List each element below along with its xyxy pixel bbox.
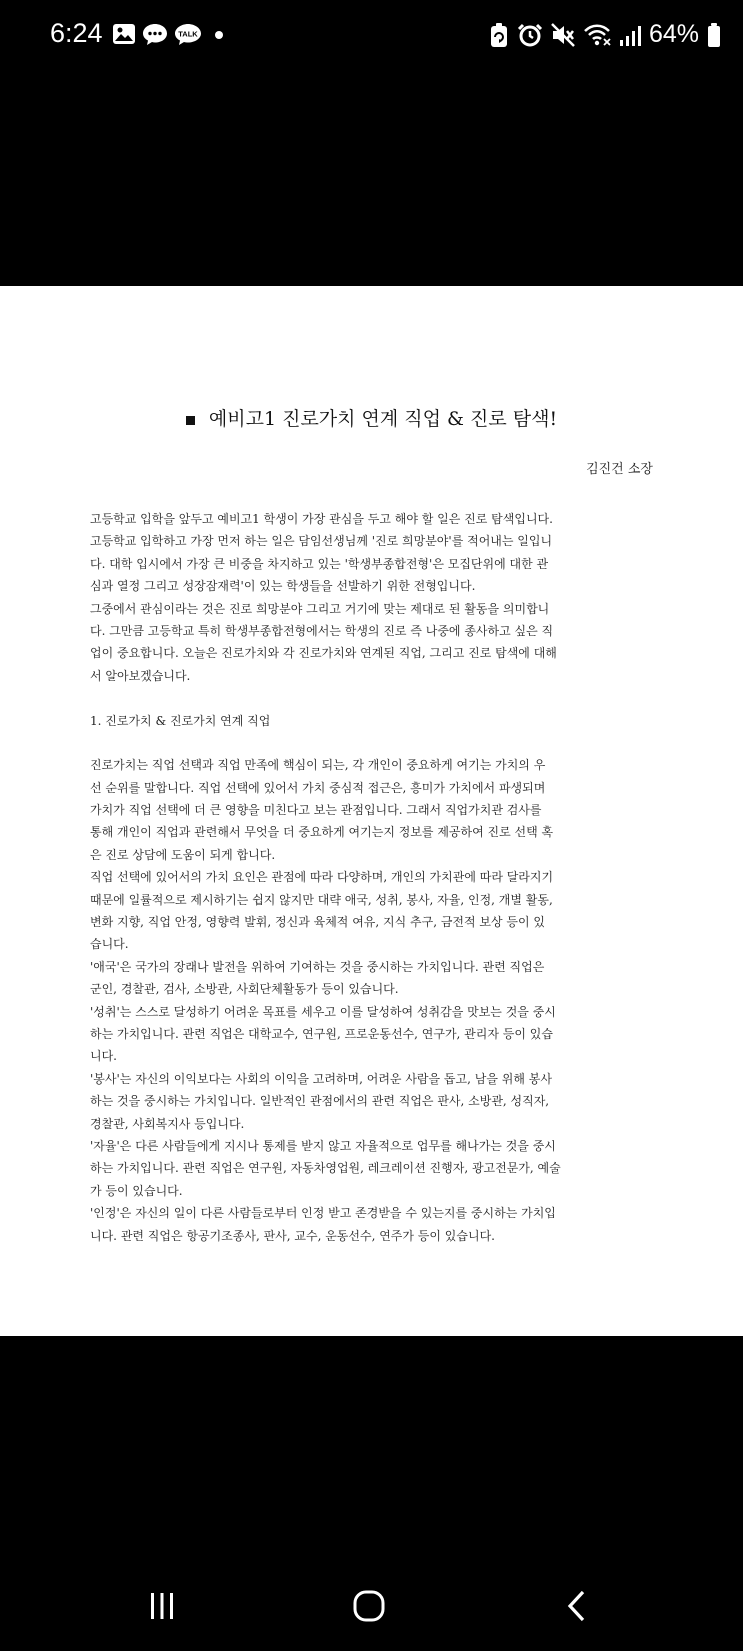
battery-percent: 64% (648, 20, 699, 48)
text-line: 변화 지향, 직업 안정, 영향력 발휘, 정신과 육체적 여유, 지식 추구, 금전적 보상 등이 있 (90, 915, 546, 930)
recent-apps-button[interactable] (138, 1582, 186, 1630)
recycle-icon (489, 22, 509, 48)
status-bar (0, 0, 743, 76)
text-line: 다. 그만큼 고등학교 특히 학생부종합전형에서는 학생의 진로 즉 나중에 종사하고 싶은 직 (90, 623, 554, 638)
signal-icon (619, 22, 641, 48)
text-line: 은 진로 상담에 도움이 되게 합니다. (90, 847, 276, 862)
back-button[interactable] (553, 1582, 601, 1630)
text-line: 고등학교 입학을 앞두고 예비고1 학생이 가장 관심을 두고 해야 할 일은 진로 탐색입니다. (90, 512, 553, 526)
text-line: '성취'는 스스로 달성하기 어려운 목표를 세우고 이를 달성하여 성취감을 맛보는 것을 중시 (90, 1004, 556, 1019)
document-title-text: 예비고1 진로가치 연계 직업 & 진로 탐색! (208, 408, 558, 430)
text-line: 하는 것을 중시하는 가치입니다. 일반적인 관점에서의 관련 직업은 판사, 소방관, 성직자, (90, 1094, 550, 1109)
alarm-icon (517, 22, 543, 48)
home-button[interactable] (345, 1582, 393, 1630)
text-line: 통해 개인이 직업과 관련해서 무엇을 더 중요하게 여기는지 정보를 제공하여 진로 선택 혹 (90, 825, 554, 840)
navigation-bar (0, 1560, 743, 1650)
text-line: 고등학교 입학하고 가장 먼저 하는 일은 담임선생님께 '진로 희망분야'를 적어내는 일입니 (90, 534, 553, 549)
text-line: 직업 선택에 있어서의 가치 요인은 관점에 따라 다양하며, 개인의 가치관에 따라 달라지기 (90, 870, 554, 885)
title-bullet-icon (186, 416, 195, 425)
back-icon (563, 1589, 591, 1623)
image-icon (112, 22, 136, 46)
text-line: 습니다. (90, 937, 129, 952)
kakaotalk-icon (174, 22, 202, 46)
wifi-icon (583, 22, 611, 48)
document-author: 김진건 소장 (586, 462, 653, 477)
section-heading: 1. 진로가치 & 진로가치 연계 직업 (90, 713, 271, 728)
text-line: 진로가치는 직업 선택과 직업 만족에 핵심이 되는, 각 개인이 중요하게 여기는 가치의 우 (90, 758, 546, 773)
text-line: 니다. 관련 직업은 항공기조종사, 판사, 교수, 운동선수, 연주가 등이 있습니다. (90, 1228, 495, 1243)
text-line: '인정'은 자신의 일이 다른 사람들로부터 인정 받고 존경받을 수 있는지를 중시하는 가치입 (90, 1206, 556, 1221)
text-line: 서 알아보겠습니다. (90, 668, 191, 683)
recent-apps-icon (146, 1590, 178, 1622)
status-time: 6:24 (50, 18, 103, 48)
paragraph-intro (90, 508, 655, 687)
notification-icons (112, 22, 226, 46)
mute-icon (551, 22, 575, 48)
text-line: 하는 가치입니다. 관련 직업은 연구원, 자동차영업원, 레크레이션 진행자, 광고전문가, 예술 (90, 1161, 561, 1176)
text-line: 경찰관, 사회복지사 등입니다. (90, 1116, 245, 1131)
text-line: 업이 중요합니다. 오늘은 진로가치와 각 진로가치와 연계된 직업, 그리고 진로 탐색에 대해 (90, 646, 557, 661)
document-body (90, 508, 655, 1247)
paragraph-career-values (90, 754, 655, 1247)
text-line: '애국'은 국가의 장래나 발전을 위하여 기여하는 것을 중시하는 가치입니다. 관련 직업은 (90, 959, 545, 974)
dot-icon (208, 22, 226, 46)
kakao-label: TALK (178, 29, 198, 39)
battery-icon (707, 22, 721, 48)
text-line: 다. 대학 입시에서 가장 큰 비중을 차지하고 있는 '학생부종합전형'은 모집단위에 대한 관 (90, 556, 549, 571)
text-line: 선 순위를 말합니다. 직업 선택에 있어서 가치 중심적 접근은, 흥미가 가치에서 파생되며 (90, 780, 546, 795)
chat-bubble-icon (142, 22, 168, 46)
text-line: 군인, 경찰관, 검사, 소방관, 사회단체활동가 등이 있습니다. (90, 982, 399, 997)
document-title (0, 404, 743, 431)
text-line: 때문에 일률적으로 제시하기는 쉽지 않지만 대략 애국, 성취, 봉사, 자율, 인정, 개별 활동, (90, 892, 553, 907)
document-page (0, 286, 743, 1336)
text-line: 하는 가치입니다. 관련 직업은 대학교수, 연구원, 프로운동선수, 연구가, 관리자 등이 있습 (90, 1026, 553, 1041)
text-line: '봉사'는 자신의 이익보다는 사회의 이익을 고려하며, 어려운 사람을 돕고, 남을 위해 봉사 (90, 1071, 552, 1086)
text-line: 심과 열정 그리고 성장잠재력'이 있는 학생들을 선발하기 위한 전형입니다. (90, 579, 476, 594)
text-line: 니다. (90, 1049, 117, 1064)
text-line: 그중에서 관심이라는 것은 진로 희망분야 그리고 거기에 맞는 제대로 된 활동을 의미합니 (90, 601, 550, 616)
text-line: '자율'은 다른 사람들에게 지시나 통제를 받지 않고 자율적으로 업무를 해나가는 것을 중시 (90, 1138, 556, 1153)
text-line: 가치가 직업 선택에 더 큰 영향을 미친다고 보는 관점입니다. 그래서 직업가치관 검사를 (90, 803, 542, 818)
home-icon (352, 1589, 386, 1623)
text-line: 가 등이 있습니다. (90, 1183, 183, 1198)
system-icons (489, 20, 721, 49)
